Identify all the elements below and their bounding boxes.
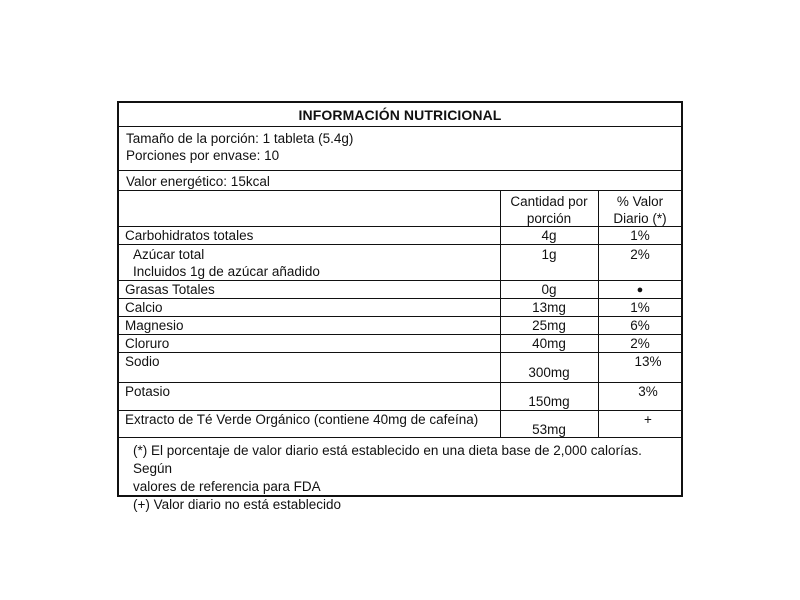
nutrient-name: Potasio (125, 384, 171, 399)
nutrient-name: Calcio (125, 300, 163, 315)
daily-value-column-header: % Valor Diario (*) (613, 194, 667, 226)
servings-per-container: Porciones por envase: 10 (126, 148, 280, 163)
table-row (119, 317, 681, 335)
nutrient-dv: 6% (630, 318, 650, 333)
nutrient-amount: 300mg (528, 365, 570, 380)
nutrient-amount: 40mg (532, 336, 566, 351)
nutrient-table (119, 191, 681, 438)
table-row (119, 299, 681, 317)
panel-title: INFORMACIÓN NUTRICIONAL (119, 103, 681, 127)
footnote-daily-value: (*) El porcentaje de valor diario está establecido en una dieta base de 2,000 calorías. Según (133, 443, 642, 476)
nutrient-dv: 2% (630, 247, 650, 262)
table-row (119, 227, 681, 245)
serving-size: Tamaño de la porción: 1 tableta (5.4g) (126, 131, 354, 146)
nutrient-dv: 2% (630, 336, 650, 351)
nutrient-dv: 13% (634, 354, 662, 369)
nutrient-name: Magnesio (125, 318, 184, 333)
table-row (119, 411, 681, 438)
table-row (119, 353, 681, 383)
nutrient-dv: 1% (630, 300, 650, 315)
nutrition-facts-panel (117, 101, 683, 512)
amount-column-header: Cantidad por porción (510, 194, 588, 226)
nutrient-amount: 150mg (528, 394, 570, 409)
nutrient-amount: 0g (541, 282, 557, 297)
table-header-row (119, 191, 681, 227)
nutrient-name: Carbohidratos totales (125, 228, 254, 243)
nutrient-name: Cloruro (125, 336, 170, 351)
footnotes (119, 438, 681, 512)
serving-info (119, 127, 681, 171)
table-row (119, 281, 681, 299)
nutrient-name: Azúcar total Incluidos 1g de azúcar añadido (133, 247, 320, 279)
nutrient-name: Grasas Totales (125, 282, 215, 297)
table-row (119, 245, 681, 281)
nutrient-amount: 4g (541, 228, 557, 243)
nutrient-dv: 1% (630, 228, 650, 243)
bullet-icon: ● (636, 284, 644, 296)
nutrient-dv: 3% (638, 384, 658, 399)
table-row (119, 383, 681, 411)
nutrient-name: Extracto de Té Verde Orgánico (contiene 40mg de cafeína) (125, 412, 479, 427)
energy-value: Valor energético: 15kcal (119, 171, 681, 191)
nutrient-amount: 53mg (532, 422, 566, 437)
nutrient-dv: + (644, 412, 652, 427)
footnote-not-established: (+) Valor diario no está establecido (133, 497, 341, 512)
nutrient-amount: 25mg (532, 318, 566, 333)
table-row (119, 335, 681, 353)
footnote-daily-value-cont: valores de referencia para FDA (133, 479, 321, 494)
nutrient-name: Sodio (125, 354, 160, 369)
nutrient-amount: 1g (541, 247, 557, 262)
nutrient-amount: 13mg (532, 300, 566, 315)
nutrient-subnote: Incluidos 1g de azúcar añadido (133, 264, 320, 279)
